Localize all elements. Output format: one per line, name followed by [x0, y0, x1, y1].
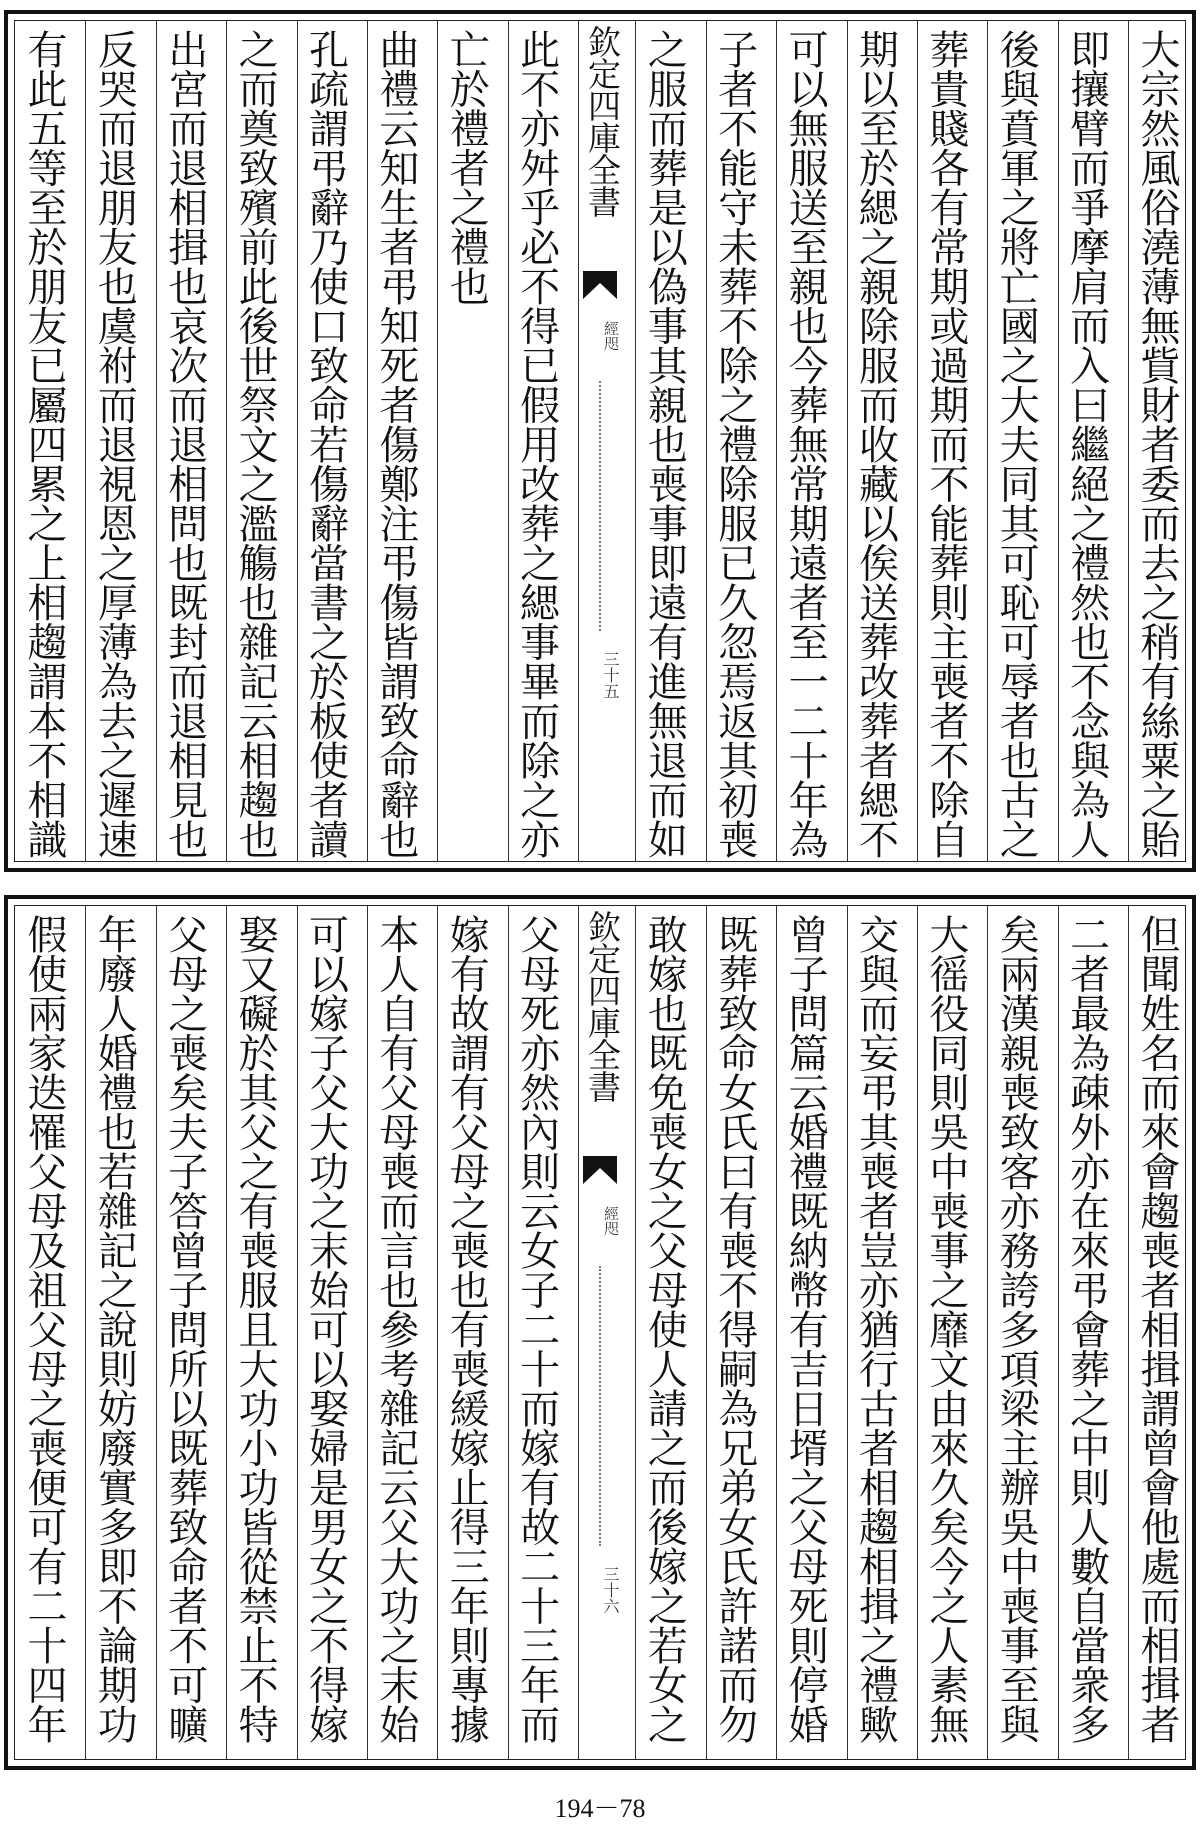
text-column: 後與賁軍之將亡國之大夫同其可恥可辱者也古之 — [987, 21, 1044, 861]
text-column: 之服而葬是以偽事其親也喪事即遠有進無退而如 — [635, 21, 692, 861]
block-center-gutter — [578, 21, 622, 861]
text-column: 假使兩家迭罹父母及祖父母之喪便可有二十四年 — [21, 914, 67, 1744]
gutter-title: 欽定四庫全書 — [583, 25, 622, 217]
upper-page-panel — [4, 10, 1196, 872]
text-column: 父母死亦然內則云女子二十而嫁有故二十三年而 — [508, 906, 565, 1759]
lower-text-columns — [15, 906, 1185, 1759]
text-column: 既葬致命女氏曰有喪不得嗣為兄弟女氏許諾而勿 — [706, 906, 763, 1759]
text-column: 大徭役同則吳中喪事之靡文由來久矣今之人素無 — [917, 906, 974, 1759]
gutter-page-number: 三十五 — [601, 651, 620, 699]
text-column: 父母之喪矣夫子答曾子問所以既葬致命者不可曠 — [156, 906, 213, 1759]
gutter-dotted-line — [599, 1266, 603, 1546]
text-column: 即攘臂而爭摩肩而入曰繼絕之禮然也不念與為人 — [1058, 21, 1115, 861]
text-column: 孔疏謂弔辭乃使口致命若傷辭當書之於板使者讀 — [297, 21, 354, 861]
fish-tail-mark-icon — [583, 271, 617, 299]
text-column: 本人自有父母喪而言也參考雜記云父大功之末始 — [367, 906, 424, 1759]
text-column: 反哭而退朋友也虞祔而退視恩之厚薄為去之遲速 — [85, 21, 142, 861]
text-column: 可以嫁子父大功之末始可以娶婦是男女之不得嫁 — [297, 906, 354, 1759]
text-column: 可以無服送至親也今葬無常期遠者至一二十年為 — [776, 21, 833, 861]
gutter-title: 欽定四庫全書 — [583, 910, 622, 1102]
text-column: 嫁有故謂有父母之喪也有喪緩嫁止得三年則專據 — [437, 906, 494, 1759]
gutter-section-label: 經咫 — [602, 1206, 620, 1236]
text-column: 娶又礙於其父之有喪服且大功小功皆從禁止不特 — [226, 906, 283, 1759]
text-column: 子者不能守未葬不除之禮除服已久忽焉返其初喪 — [706, 21, 763, 861]
gutter-page-number: 三十六 — [601, 1566, 620, 1614]
text-column: 之而奠致殯前此後世祭文之濫觴也雜記云相趨也 — [226, 21, 283, 861]
text-column: 有此五等至於朋友已屬四累之上相趨謂本不相識 — [21, 29, 67, 859]
text-column: 敢嫁也既免喪女之父母使人請之而後嫁之若女之 — [635, 906, 692, 1759]
text-column: 交與而妄弔其喪者豈亦猶行古者相趨相揖之禮歟 — [847, 906, 904, 1759]
text-column: 曾子問篇云婚禮既納幣有吉日壻之父母死則停婚 — [776, 906, 833, 1759]
block-center-gutter — [578, 906, 622, 1759]
lower-page-panel — [4, 895, 1196, 1770]
lower-page-frame — [14, 905, 1186, 1760]
text-column: 大宗然風俗澆薄無貲財者委而去之稍有絲粟之貽 — [1128, 21, 1185, 861]
gutter-section-label: 經咫 — [602, 321, 620, 351]
text-column: 二者最為疎外亦在來弔會葬之中則人數自當衆多 — [1058, 906, 1115, 1759]
text-column: 年廢人婚禮也若雜記之說則妨廢實多即不論期功 — [85, 906, 142, 1759]
text-column: 矣兩漢親喪致客亦務誇多項梁主辦吳中喪事至與 — [987, 906, 1044, 1759]
upper-page-frame — [14, 20, 1186, 862]
text-column: 亡於禮者之禮也 — [437, 21, 494, 861]
page-footer-number: 194－78 — [554, 1794, 646, 1823]
text-column: 出宮而退相揖也哀次而退相問也既封而退相見也 — [156, 21, 213, 861]
text-column: 曲禮云知生者弔知死者傷鄭注弔傷皆謂致命辭也 — [367, 21, 424, 861]
text-column: 此不亦舛乎必不得已假用改葬之緦事畢而除之亦 — [508, 21, 565, 861]
text-column: 但聞姓名而來會趨喪者相揖謂曾會他處而相揖者 — [1128, 906, 1185, 1759]
text-column: 期以至於緦之親除服而收藏以俟送葬改葬者緦不 — [847, 21, 904, 861]
text-column: 葬貴賤各有常期或過期而不能葬則主喪者不除自 — [917, 21, 974, 861]
gutter-dotted-line — [599, 381, 603, 631]
fish-tail-mark-icon — [583, 1156, 617, 1184]
upper-text-columns — [15, 21, 1185, 861]
